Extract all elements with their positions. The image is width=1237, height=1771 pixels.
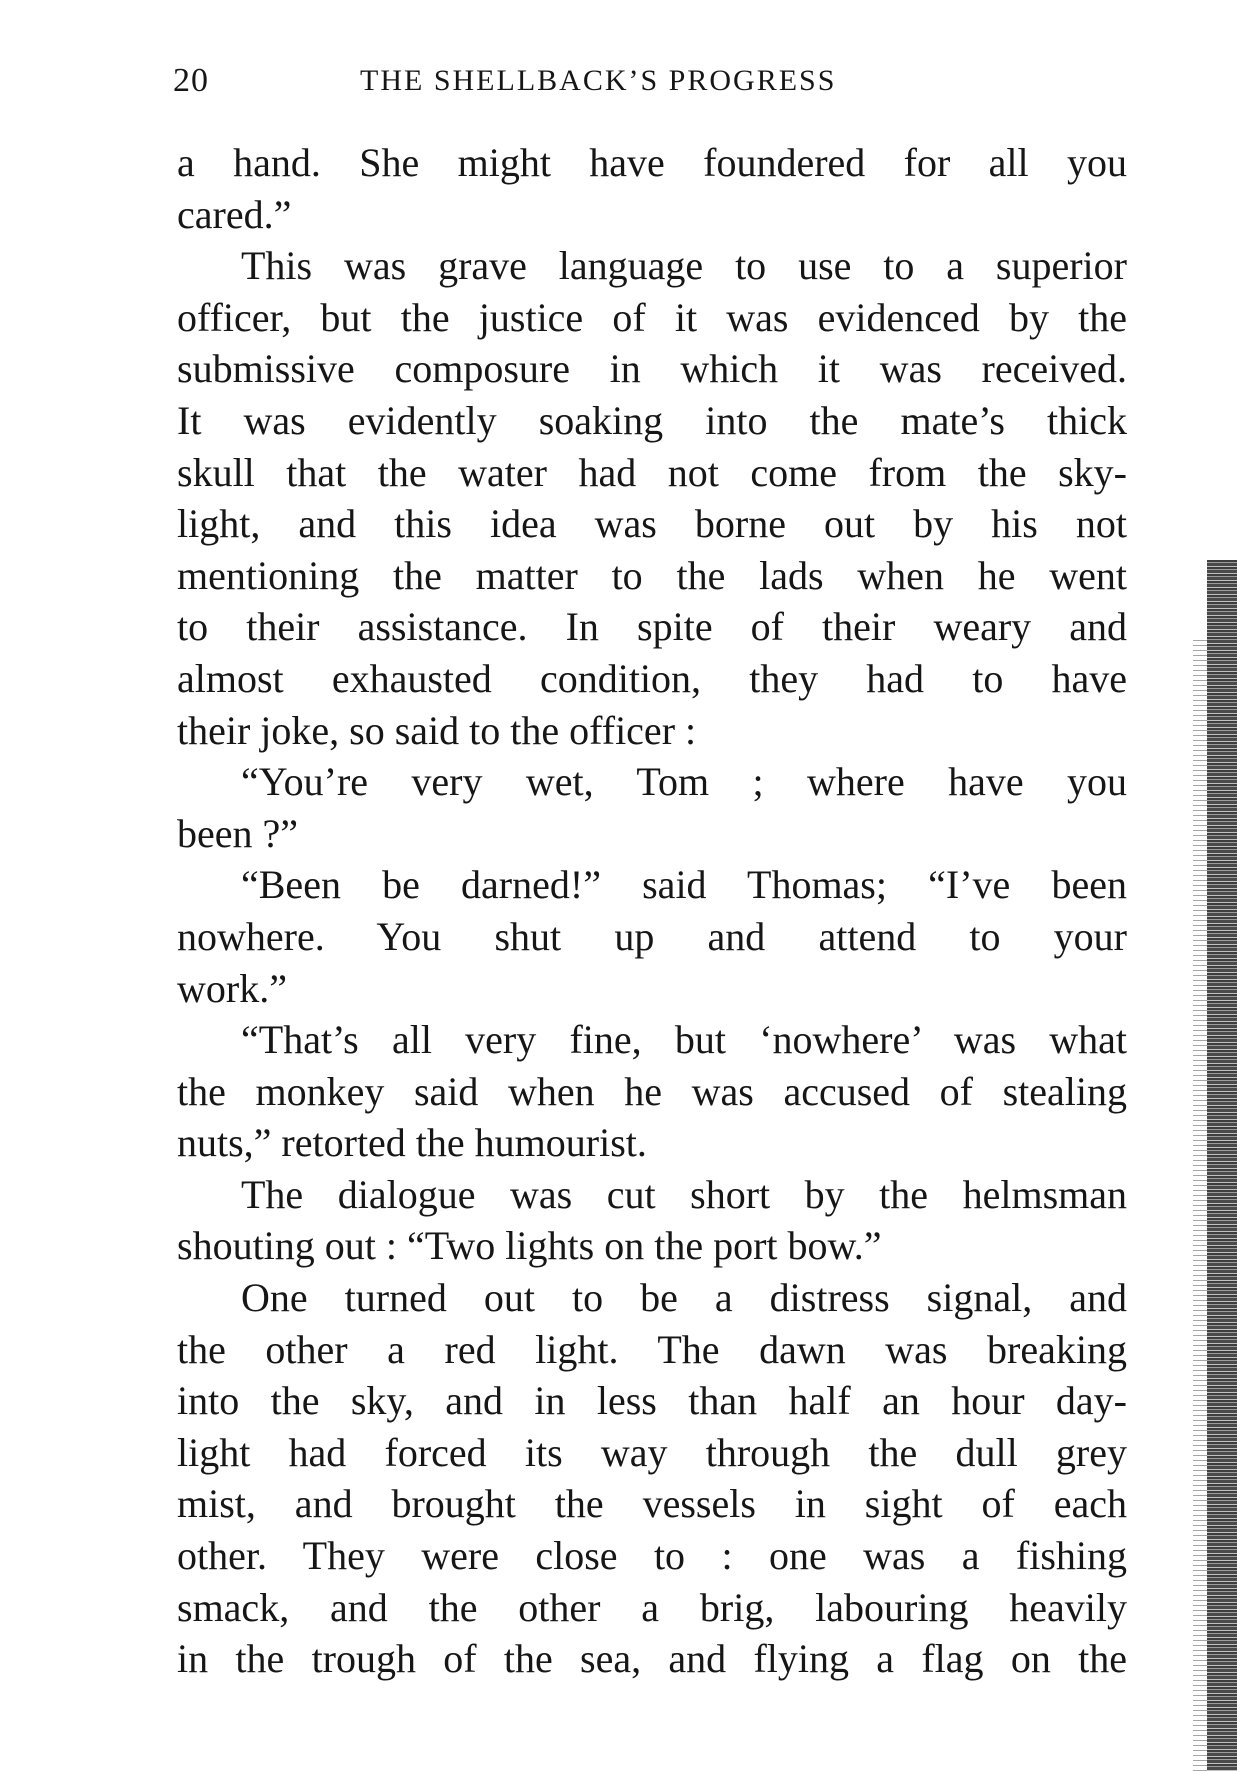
text-line: their joke, so said to the officer : bbox=[177, 707, 697, 753]
text-line: light, and this idea was borne out by his not bbox=[177, 501, 1127, 547]
text-line: cared.” bbox=[177, 191, 292, 237]
text-line: nowhere. You shut up and attend to your bbox=[177, 913, 1127, 959]
text-line: nuts,” retorted the humourist. bbox=[177, 1120, 647, 1166]
text-line: This was grave language to use to a superior bbox=[241, 243, 1127, 289]
text-line: a hand. She might have foundered for all you bbox=[177, 140, 1127, 185]
body-text bbox=[177, 137, 1127, 1685]
text-line: skull that the water had not come from the sky- bbox=[177, 449, 1127, 495]
text-line: light had forced its way through the dull grey bbox=[177, 1429, 1127, 1475]
text-line: It was evidently soaking into the mate’s thick bbox=[177, 397, 1127, 443]
text-line: mist, and brought the vessels in sight of each bbox=[177, 1481, 1127, 1527]
text-line: mentioning the matter to the lads when he went bbox=[177, 552, 1127, 598]
text-line: smack, and the other a brig, labouring heavily bbox=[177, 1584, 1127, 1630]
text-line: “Been be darned!” said Thomas; “I’ve been bbox=[241, 862, 1127, 908]
text-line: to their assistance. In spite of their weary and bbox=[177, 604, 1127, 650]
text-line: “You’re very wet, Tom ; where have you bbox=[241, 759, 1127, 805]
text-line: work.” bbox=[177, 965, 287, 1011]
text-line: shouting out : “Two lights on the port bow.” bbox=[177, 1223, 882, 1269]
text-line: The dialogue was cut short by the helmsman bbox=[241, 1171, 1127, 1217]
text-line: One turned out to be a distress signal, and bbox=[241, 1275, 1127, 1321]
text-line: the monkey said when he was accused of stealing bbox=[177, 1068, 1127, 1114]
text-line: been ?” bbox=[177, 810, 299, 856]
text-line: submissive composure in which it was received. bbox=[177, 346, 1127, 392]
text-line: “That’s all very fine, but ‘nowhere’ was what bbox=[241, 1017, 1127, 1063]
text-line: other. They were close to : one was a fishing bbox=[177, 1533, 1127, 1579]
page-header bbox=[173, 62, 1133, 106]
text-line: into the sky, and in less than half an hour day- bbox=[177, 1378, 1127, 1424]
running-title: THE SHELLBACK’S PROGRESS bbox=[360, 64, 837, 97]
text-line: in the trough of the sea, and flying a flag on the bbox=[177, 1636, 1127, 1682]
book-edge-scan-artifact bbox=[1207, 560, 1237, 1771]
page-edge-shadow bbox=[1193, 640, 1207, 1771]
text-line: officer, but the justice of it was evidenced by the bbox=[177, 294, 1127, 340]
text-line: almost exhausted condition, they had to have bbox=[177, 655, 1127, 701]
page-number: 20 bbox=[173, 62, 209, 99]
text-line: the other a red light. The dawn was breaking bbox=[177, 1326, 1127, 1372]
